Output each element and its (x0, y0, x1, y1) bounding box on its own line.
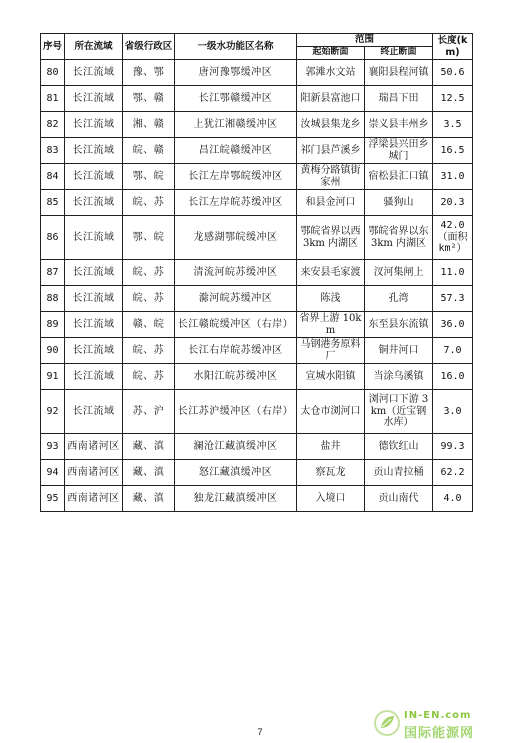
table-body (41, 60, 473, 512)
cell-seq: 86 (41, 216, 65, 260)
cell-end: 浮梁县兴田乡城门 (365, 138, 433, 164)
cell-start: 郭滩水文站 (297, 60, 365, 86)
header-start: 起始断面 (297, 47, 365, 60)
cell-end: 铜井河口 (365, 338, 433, 364)
cell-end: 东至县东流镇 (365, 312, 433, 338)
cell-province: 皖、苏 (123, 260, 175, 286)
cell-river: 长江流域 (65, 260, 123, 286)
cell-zone: 龙感湖鄂皖缓冲区 (175, 216, 297, 260)
cell-seq: 88 (41, 286, 65, 312)
cell-zone: 怒江藏滇缓冲区 (175, 460, 297, 486)
cell-start: 祁门县芦溪乡 (297, 138, 365, 164)
cell-seq: 83 (41, 138, 65, 164)
cell-seq: 80 (41, 60, 65, 86)
cell-start: 和县金河口 (297, 190, 365, 216)
cell-river: 西南诸河区 (65, 486, 123, 512)
cell-length: 16.0 (433, 364, 473, 390)
watermark-logo (374, 708, 514, 741)
cell-length: 62.2 (433, 460, 473, 486)
cell-seq: 91 (41, 364, 65, 390)
cell-seq: 93 (41, 434, 65, 460)
cell-river: 长江流域 (65, 390, 123, 434)
cell-length: 42.0（面积 km²） (433, 216, 473, 260)
table-row (41, 460, 473, 486)
cell-start: 汝城县集龙乡 (297, 112, 365, 138)
cell-start: 黄梅分路镇街家州 (297, 164, 365, 190)
cell-river: 长江流域 (65, 338, 123, 364)
cell-zone: 长江赣皖缓冲区（右岸） (175, 312, 297, 338)
table-row (41, 390, 473, 434)
cell-length: 7.0 (433, 338, 473, 364)
cell-start: 陈浅 (297, 286, 365, 312)
cell-province: 藏、滇 (123, 486, 175, 512)
header-province: 省级行政区 (123, 34, 175, 60)
cell-zone: 水阳江皖苏缓冲区 (175, 364, 297, 390)
cell-length: 4.0 (433, 486, 473, 512)
cell-start: 来安县毛家渡 (297, 260, 365, 286)
cell-end: 贡山南代 (365, 486, 433, 512)
cell-start: 盐井 (297, 434, 365, 460)
cell-seq: 82 (41, 112, 65, 138)
cell-seq: 81 (41, 86, 65, 112)
cell-province: 鄂、皖 (123, 164, 175, 190)
cell-province: 皖、赣 (123, 138, 175, 164)
cell-province: 皖、苏 (123, 190, 175, 216)
header-end: 终止断面 (365, 47, 433, 60)
cell-length: 31.0 (433, 164, 473, 190)
table-row (41, 216, 473, 260)
cell-province: 皖、苏 (123, 338, 175, 364)
cell-zone: 长江苏沪缓冲区（右岸） (175, 390, 297, 434)
table-row (41, 86, 473, 112)
table-row (41, 190, 473, 216)
cell-start: 宣城水阳镇 (297, 364, 365, 390)
water-function-zone-table (40, 33, 473, 512)
cell-zone: 长江左岸皖苏缓冲区 (175, 190, 297, 216)
watermark-name: 国际能源网 (404, 726, 475, 741)
cell-length: 12.5 (433, 86, 473, 112)
cell-start: 鄂皖省界以西 3km 内湖区 (297, 216, 365, 260)
cell-province: 藏、滇 (123, 460, 175, 486)
cell-river: 长江流域 (65, 138, 123, 164)
table-row (41, 164, 473, 190)
table-row (41, 112, 473, 138)
cell-end: 贡山青拉桶 (365, 460, 433, 486)
cell-zone: 滁河皖苏缓冲区 (175, 286, 297, 312)
cell-start: 入境口 (297, 486, 365, 512)
cell-zone: 上犹江湘赣缓冲区 (175, 112, 297, 138)
cell-zone: 昌江皖赣缓冲区 (175, 138, 297, 164)
cell-province: 赣、皖 (123, 312, 175, 338)
header-seq: 序号 (41, 34, 65, 60)
cell-seq: 94 (41, 460, 65, 486)
cell-start: 省界上游 10km (297, 312, 365, 338)
cell-end: 骚狗山 (365, 190, 433, 216)
cell-end: 瑞昌下田 (365, 86, 433, 112)
cell-river: 长江流域 (65, 312, 123, 338)
table-row (41, 486, 473, 512)
cell-zone: 长江鄂赣缓冲区 (175, 86, 297, 112)
leaf-icon (374, 710, 400, 736)
cell-province: 鄂、赣 (123, 86, 175, 112)
header-river: 所在流域 (65, 34, 123, 60)
cell-start: 太仓市浏河口 (297, 390, 365, 434)
table-row (41, 364, 473, 390)
cell-length: 16.5 (433, 138, 473, 164)
cell-length: 3.0 (433, 390, 473, 434)
cell-province: 皖、苏 (123, 286, 175, 312)
table-row (41, 260, 473, 286)
cell-river: 长江流域 (65, 216, 123, 260)
cell-end: 汊河集闸上 (365, 260, 433, 286)
cell-length: 57.3 (433, 286, 473, 312)
cell-seq: 84 (41, 164, 65, 190)
cell-length: 50.6 (433, 60, 473, 86)
table-row (41, 60, 473, 86)
cell-zone: 独龙江藏滇缓冲区 (175, 486, 297, 512)
cell-length: 11.0 (433, 260, 473, 286)
cell-river: 长江流域 (65, 164, 123, 190)
table-row (41, 338, 473, 364)
cell-province: 湘、赣 (123, 112, 175, 138)
table-row (41, 138, 473, 164)
cell-zone: 澜沧江藏滇缓冲区 (175, 434, 297, 460)
cell-end: 德钦红山 (365, 434, 433, 460)
cell-river: 西南诸河区 (65, 434, 123, 460)
cell-start: 马钢港务原料厂 (297, 338, 365, 364)
cell-end: 崇义县丰州乡 (365, 112, 433, 138)
cell-river: 长江流域 (65, 60, 123, 86)
watermark-domain: IN-EN.com (404, 710, 472, 721)
cell-zone: 长江左岸鄂皖缓冲区 (175, 164, 297, 190)
cell-province: 苏、沪 (123, 390, 175, 434)
cell-province: 皖、苏 (123, 364, 175, 390)
header-range: 范围 (297, 34, 433, 47)
cell-province: 藏、滇 (123, 434, 175, 460)
cell-length: 20.3 (433, 190, 473, 216)
cell-end: 襄阳县程河镇 (365, 60, 433, 86)
cell-river: 长江流域 (65, 112, 123, 138)
cell-zone: 唐河豫鄂缓冲区 (175, 60, 297, 86)
cell-province: 豫、鄂 (123, 60, 175, 86)
header-length: 长度(km) (433, 34, 473, 60)
cell-seq: 89 (41, 312, 65, 338)
cell-seq: 90 (41, 338, 65, 364)
cell-start: 阳新县富池口 (297, 86, 365, 112)
table-row (41, 312, 473, 338)
header-zone: 一级水功能区名称 (175, 34, 297, 60)
cell-zone: 清流河皖苏缓冲区 (175, 260, 297, 286)
cell-river: 西南诸河区 (65, 460, 123, 486)
cell-seq: 87 (41, 260, 65, 286)
cell-river: 长江流域 (65, 86, 123, 112)
cell-province: 鄂、皖 (123, 216, 175, 260)
cell-river: 长江流域 (65, 286, 123, 312)
cell-end: 鄂皖省界以东 3km 内湖区 (365, 216, 433, 260)
cell-length: 99.3 (433, 434, 473, 460)
cell-river: 长江流域 (65, 190, 123, 216)
cell-end: 当涂乌溪镇 (365, 364, 433, 390)
cell-length: 3.5 (433, 112, 473, 138)
cell-start: 察瓦龙 (297, 460, 365, 486)
header-row (41, 34, 473, 47)
cell-end: 宿松县汇口镇 (365, 164, 433, 190)
cell-length: 36.0 (433, 312, 473, 338)
table-row (41, 434, 473, 460)
cell-seq: 95 (41, 486, 65, 512)
cell-river: 长江流域 (65, 364, 123, 390)
table-row (41, 286, 473, 312)
cell-zone: 长江右岸皖苏缓冲区 (175, 338, 297, 364)
cell-seq: 92 (41, 390, 65, 434)
cell-end: 浏河口下游 3km（近宝钢水库） (365, 390, 433, 434)
page-number: 7 (257, 727, 263, 737)
cell-end: 孔湾 (365, 286, 433, 312)
cell-seq: 85 (41, 190, 65, 216)
